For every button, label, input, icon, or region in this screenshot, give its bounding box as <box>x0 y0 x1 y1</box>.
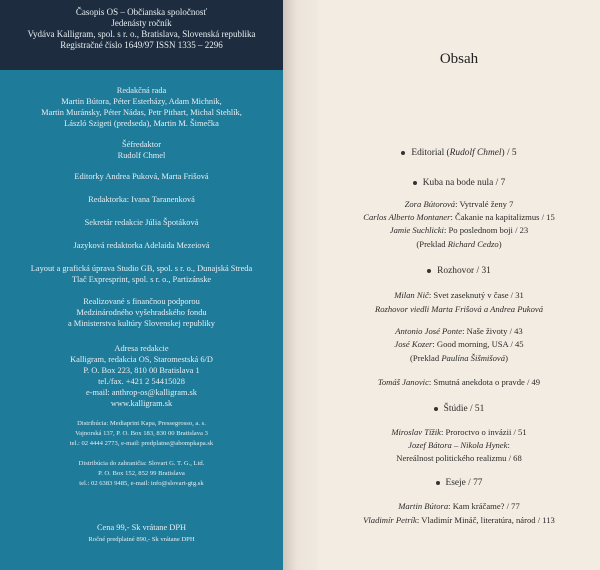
toc-entry: Zora Bútorová: Vytrvalé ženy 7 <box>404 199 514 209</box>
print-line: Tlač Expresprint, spol. s r. o., Partizánske <box>71 275 212 284</box>
toc-section-eseje: Eseje / 77 <box>318 478 600 488</box>
distribution-line: Vajnorská 137, P. O. Box 183, 830 00 Bratislava 3 <box>75 430 208 437</box>
toc-translation-note: (Preklad Richard Cedzo) <box>416 239 502 249</box>
funding-line: Medzinárodného vyšehradského fondu <box>76 308 207 317</box>
board-line: László Szigeti (predseda), Martin M. Šimečka <box>64 119 219 128</box>
editor-title: Šéfredaktor <box>121 140 162 149</box>
address-line: Kalligram, redakcia OS, Staromestská 6/D <box>70 355 213 364</box>
toc-entry: Miroslav Tížik: Proroctvo o invázii / 51 <box>391 427 527 437</box>
secretary-line: Sekretár redakcie Júlia Špotáková <box>84 218 199 227</box>
toc-entry: Vladimír Petrík: Vladimír Mináč, literatúra, národ / 113 <box>363 515 555 525</box>
address-title: Adresa redakcie <box>114 344 169 353</box>
board-line: Martin Muránsky, Péter Nádas, Petr Pithart, Michal Stehlík, <box>41 108 242 117</box>
abroad-distribution-line: P. O. Box 152, 852 99 Bratislava <box>98 470 185 477</box>
editors-line: Editorky Andrea Puková, Marta Frišová <box>74 172 209 181</box>
bullet-icon <box>413 181 417 185</box>
bullet-icon <box>436 481 440 485</box>
toc-editorial: Editorial (Rudolf Chmel) / 5 <box>318 148 600 158</box>
toc-section-rozhovor: Rozhovor / 31 <box>318 266 600 276</box>
toc-entry-continuation: Nereálnost politického realizmu / 68 <box>396 453 522 463</box>
toc-section-kuba: Kuba na bode nula / 7 <box>318 178 600 188</box>
layout-line: Layout a grafická úprava Studio GB, spol. s r. o., Dunajská Streda <box>30 264 253 273</box>
toc-interview-note: Rozhovor viedli Marta Frišová a Andrea Puková <box>374 304 544 314</box>
distribution-line: tel.: 02 4444 2773, e-mail: predplatne@abompkapa.sk <box>69 440 214 447</box>
colophon-header-line: Vydáva Kalligram, spol. s r. o., Bratislava, Slovenská republika <box>27 29 256 39</box>
colophon-header-line: Jedenásty ročník <box>111 18 172 28</box>
funding-line: a Ministerstva kultúry Slovenskej republiky <box>67 319 215 328</box>
colophon-header-line: Registračné číslo 1649/97 ISSN 1335 – 2296 <box>60 40 223 50</box>
board-line: Martin Bútora, Péter Esterházy, Adam Michnik, <box>61 97 222 106</box>
funding-line: Realizované s finančnou podporou <box>83 297 200 306</box>
toc-entry: Tomáš Janovic: Smutná anekdota o pravde / 49 <box>377 377 541 387</box>
abroad-distribution-line: Distribúcia do zahraničia: Slovart G. T. G., Ltd. <box>78 460 205 467</box>
subscription-line: Ročné predplatné 890,- Sk vrátane DPH <box>88 536 195 543</box>
bullet-icon <box>434 407 438 411</box>
toc-entry: Jamie Suchlicki: Po poslednom boji / 23 <box>389 225 529 235</box>
toc-section-studie: Štúdie / 51 <box>318 404 600 414</box>
address-line: P. O. Box 223, 810 00 Bratislava 1 <box>83 366 200 375</box>
address-line: tel./fax. +421 2 54415028 <box>98 377 185 386</box>
toc-entry: Martin Bútora: Kam kráčame? / 77 <box>398 501 520 511</box>
bullet-icon <box>427 269 431 273</box>
redaktorka-line: Redaktorka: Ivana Taranenková <box>88 195 195 204</box>
address-line: e-mail: anthrop-os@kalligram.sk <box>86 388 197 397</box>
abroad-distribution-line: tel.: 02 6383 9485, e-mail: info@slovart-gtg.sk <box>79 480 204 487</box>
bullet-icon <box>401 151 405 155</box>
colophon-header-line: Časopis OS – Občianska spoločnosť <box>75 7 208 17</box>
toc-translation-note: (Preklad Paulína Šišmišová) <box>410 353 508 363</box>
editor-name: Rudolf Chmel <box>117 151 166 160</box>
toc-entry: Jozef Bátora – Nikola Hynek: <box>408 440 510 450</box>
address-line: www.kalligram.sk <box>110 399 173 408</box>
toc-entry: Antonio José Ponte: Naše životy / 43 <box>395 326 523 336</box>
colophon-page <box>0 0 283 570</box>
toc-entry: Milan Nič: Svet zaseknutý v čase / 31 <box>394 290 524 300</box>
contents-title: Obsah <box>439 51 479 67</box>
language-editor-line: Jazyková redaktorka Adelaida Mezeiová <box>73 241 210 250</box>
price-line: Cena 99,- Sk vrátane DPH <box>96 523 187 532</box>
toc-entry: Carlos Alberto Montaner: Čakanie na kapitalizmus / 15 <box>363 212 555 222</box>
board-title: Redakčná rada <box>116 86 167 95</box>
book-gutter <box>283 0 318 570</box>
toc-entry: José Kozer: Good morning, USA / 45 <box>394 339 524 349</box>
distribution-line: Distribúcia: Mediaprint Kapa, Pressegrosso, a. s. <box>77 420 206 427</box>
